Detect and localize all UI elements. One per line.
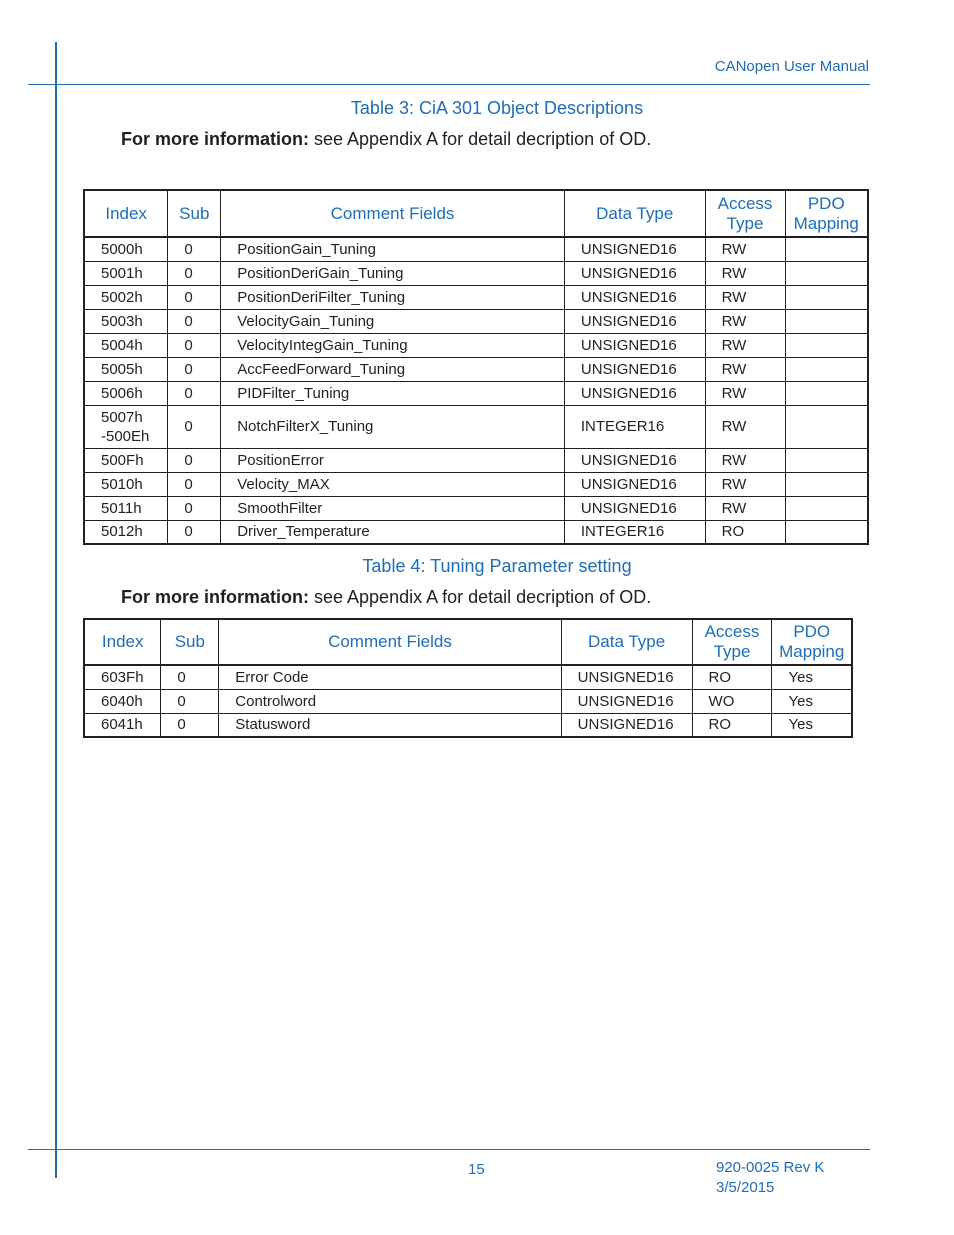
table-row [84,405,868,448]
cell-data-type: UNSIGNED16 [564,357,705,381]
left-margin-rule [55,42,57,1178]
cell-comment: VelocityIntegGain_Tuning [221,333,565,357]
cell-sub: 0 [168,261,221,285]
cell-pdo [785,309,868,333]
cell-index: 5001h [84,261,168,285]
cell-access: RW [705,309,785,333]
table3-info-text: see Appendix A for detail decription of OD. [309,129,652,149]
cell-index: 5011h [84,496,168,520]
cell-pdo [785,448,868,472]
col-header-comment: Comment Fields [221,190,565,237]
col-header-access-text: Access Type [704,622,760,661]
table3-info [121,129,651,150]
table-row [84,520,868,544]
cell-comment: PositionError [221,448,565,472]
table-row [84,665,852,689]
cell-access: RW [705,285,785,309]
cell-sub: 0 [168,285,221,309]
cell-sub: 0 [168,357,221,381]
cell-access: RW [705,357,785,381]
table-row [84,448,868,472]
cell-access: RW [705,261,785,285]
cell-index: 5007h -500Eh [84,405,168,448]
doc-date: 3/5/2015 [716,1179,775,1196]
cell-access: RW [705,472,785,496]
cell-index: 6040h [84,689,161,713]
table-row [84,261,868,285]
col-header-sub: Sub [168,190,221,237]
cell-comment: Controlword [219,689,561,713]
cell-index: 6041h [84,713,161,737]
cell-sub: 0 [168,381,221,405]
cell-sub: 0 [168,333,221,357]
table-row [84,237,868,261]
table3-info-label: For more information: [121,129,309,149]
cell-sub: 0 [168,496,221,520]
table-row [84,496,868,520]
table-row [84,333,868,357]
cell-sub: 0 [168,472,221,496]
cell-data-type: UNSIGNED16 [564,496,705,520]
cell-comment: Driver_Temperature [221,520,565,544]
table4-info-label: For more information: [121,587,309,607]
cell-data-type: UNSIGNED16 [564,309,705,333]
cell-comment: PositionGain_Tuning [221,237,565,261]
cell-pdo [785,520,868,544]
cell-index: 5006h [84,381,168,405]
col-header-index: Index [84,619,161,665]
cell-data-type: UNSIGNED16 [564,261,705,285]
cell-comment: VelocityGain_Tuning [221,309,565,333]
cell-sub: 0 [168,448,221,472]
table3-caption: Table 3: CiA 301 Object Descriptions [350,98,644,118]
cell-data-type: UNSIGNED16 [564,472,705,496]
table4-caption: Table 4: Tuning Parameter setting [362,556,632,576]
cell-pdo [785,285,868,309]
cell-access: RW [705,496,785,520]
table-row [84,357,868,381]
col-header-pdo [785,190,868,237]
col-header-pdo [772,619,852,665]
cell-pdo: Yes [772,689,852,713]
cell-pdo [785,496,868,520]
cell-index: 5003h [84,309,168,333]
cell-comment: Error Code [219,665,561,689]
page-number: 15 [468,1161,485,1178]
cell-index: 5005h [84,357,168,381]
cell-index: 5012h [84,520,168,544]
cell-pdo [785,381,868,405]
cell-access: WO [692,689,772,713]
tuning-parameter-table [83,618,853,738]
col-header-access-text: Access Type [717,193,773,233]
cell-comment: PIDFilter_Tuning [221,381,565,405]
doc-info [716,1158,824,1198]
cell-access: RO [692,665,772,689]
table-row [84,472,868,496]
header-rule [28,84,870,85]
table-row [84,381,868,405]
col-header-pdo-text: PDO Mapping [793,193,859,233]
cell-pdo [785,472,868,496]
cell-comment: Statusword [219,713,561,737]
cell-comment: PositionDeriGain_Tuning [221,261,565,285]
cell-comment: AccFeedForward_Tuning [221,357,565,381]
cell-pdo: Yes [772,713,852,737]
cell-pdo [785,333,868,357]
cell-sub: 0 [168,237,221,261]
col-header-index: Index [84,190,168,237]
col-header-pdo-text: PDO Mapping [779,622,845,661]
cell-sub: 0 [168,405,221,448]
cell-comment: NotchFilterX_Tuning [221,405,565,448]
cell-data-type: UNSIGNED16 [564,448,705,472]
col-header-access [705,190,785,237]
col-header-access [692,619,772,665]
col-header-data-type: Data Type [564,190,705,237]
cell-index: 5010h [84,472,168,496]
cell-access: RO [692,713,772,737]
cell-access: RW [705,333,785,357]
doc-number: 920-0025 Rev K [716,1159,825,1176]
cell-access: RW [705,405,785,448]
cell-access: RW [705,381,785,405]
table-row [84,309,868,333]
cell-data-type: UNSIGNED16 [564,333,705,357]
cell-access: RW [705,448,785,472]
cell-data-type: UNSIGNED16 [561,689,692,713]
cell-sub: 0 [168,309,221,333]
cell-data-type: UNSIGNED16 [561,665,692,689]
col-header-comment: Comment Fields [219,619,561,665]
cell-pdo [785,357,868,381]
table-header-row [84,190,868,237]
cell-access: RO [705,520,785,544]
table-row [84,285,868,309]
cell-access: RW [705,237,785,261]
cell-pdo [785,237,868,261]
cell-sub: 0 [161,665,219,689]
col-header-data-type: Data Type [561,619,692,665]
cell-sub: 0 [161,713,219,737]
cell-index: 5004h [84,333,168,357]
cell-pdo [785,261,868,285]
cell-data-type: UNSIGNED16 [561,713,692,737]
cell-comment: SmoothFilter [221,496,565,520]
cell-pdo: Yes [772,665,852,689]
table-row [84,689,852,713]
cell-data-type: UNSIGNED16 [564,381,705,405]
cell-index: 5002h [84,285,168,309]
cell-comment: PositionDeriFilter_Tuning [221,285,565,309]
cell-data-type: UNSIGNED16 [564,237,705,261]
table4-info-text: see Appendix A for detail decription of OD. [309,587,652,607]
cell-index: 5000h [84,237,168,261]
cell-data-type: INTEGER16 [564,405,705,448]
object-descriptions-table [83,189,869,545]
cell-pdo [785,405,868,448]
table-header-row [84,619,852,665]
cell-index: 603Fh [84,665,161,689]
footer-rule [28,1149,870,1150]
cell-data-type: INTEGER16 [564,520,705,544]
cell-data-type: UNSIGNED16 [564,285,705,309]
cell-index: 500Fh [84,448,168,472]
manual-title: CANopen User Manual [714,58,869,75]
col-header-sub: Sub [161,619,219,665]
table4-info [121,587,651,608]
cell-sub: 0 [161,689,219,713]
cell-comment: Velocity_MAX [221,472,565,496]
cell-sub: 0 [168,520,221,544]
table-row [84,713,852,737]
